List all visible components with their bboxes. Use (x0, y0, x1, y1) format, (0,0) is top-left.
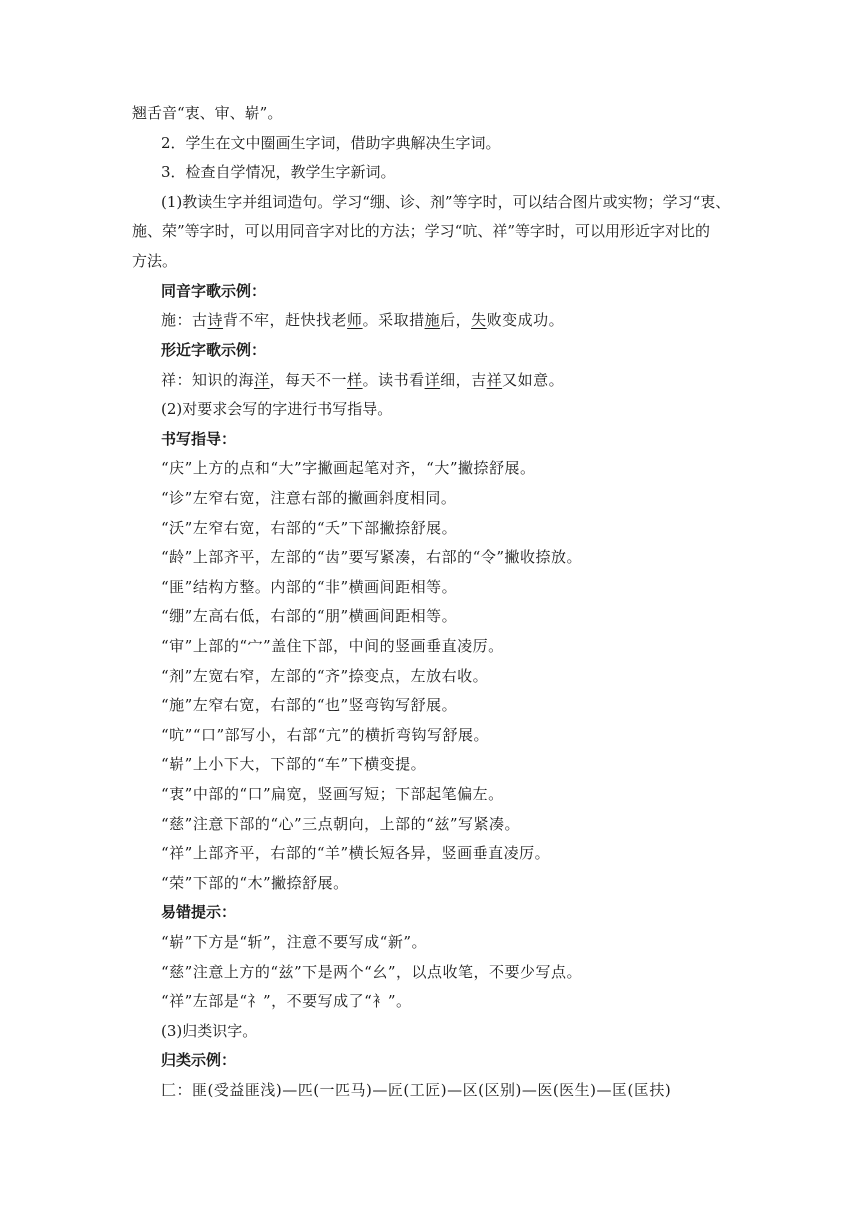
classify-intro: (3)归类识字。 (161, 1022, 258, 1040)
writing-intro: (2)对要求会写的字进行书写指导。 (161, 400, 393, 418)
underlined-char: 失 (471, 311, 487, 329)
writing-item: “诊”左窄右宽，注意右部的撇画斜度相同。 (161, 489, 457, 507)
writing-item: “剂”左宽右窄，左部的“齐”捺变点，左放右收。 (161, 667, 489, 685)
similar-heading: 形近字歌示例： (161, 341, 267, 359)
writing-item: “衷”中部的“口”扁宽，竖画写短；下部起笔偏左。 (161, 785, 504, 803)
paragraph-line: 施、荣”等字时，可以用同音字对比的方法；学习“吭、祥”等字时，可以用形近字对比的 (132, 222, 711, 240)
paragraph-line: 3．检查自学情况，教学生字新词。 (161, 163, 396, 181)
writing-item: “庆”上方的点和“大”字撇画起笔对齐，“大”撇捺舒展。 (161, 459, 536, 477)
paragraph-line: 2．学生在文中圈画生字词，借助字典解决生字词。 (161, 134, 501, 152)
writing-item: “吭”“口”部写小，右部“亢”的横折弯钩写舒展。 (161, 726, 490, 744)
underlined-char: 诗 (207, 311, 224, 329)
homophone-heading: 同音字歌示例： (161, 282, 267, 300)
similar-example: 祥：知识的海洋，每天不一样。读书看详细，吉祥又如意。 (161, 371, 565, 389)
writing-item: “绷”左高右低，右部的“朋”横画间距相等。 (161, 607, 458, 625)
writing-item: “荣”下部的“木”撇捺舒展。 (161, 874, 349, 892)
classify-heading: 归类示例： (161, 1051, 237, 1069)
underlined-char: 样 (347, 371, 363, 389)
error-item: “慈”注意上方的“兹”下是两个“幺”，以点收笔，不要少写点。 (161, 963, 583, 981)
writing-item: “崭”上小下大，下部的“车”下横变提。 (161, 755, 427, 773)
writing-item: “施”左窄右宽，右部的“也”竖弯钩写舒展。 (161, 696, 458, 714)
writing-item: “沃”左窄右宽，右部的“夭”下部撇捺舒展。 (161, 519, 458, 537)
underlined-char: 祥 (486, 371, 503, 389)
underlined-char: 详 (424, 371, 441, 389)
paragraph-line: (1)教读生字并组词造句。学习“绷、诊、剂”等字时，可以结合图片或实物；学习“衷、 (161, 193, 731, 211)
classify-example: 匚：匪(受益匪浅)—匹(一匹马)—匠(工匠)—区(区别)—医(医生)—匡(匡扶) (161, 1081, 672, 1099)
underlined-char: 洋 (254, 371, 270, 389)
underlined-char: 施 (424, 311, 441, 329)
error-heading: 易错提示： (161, 903, 237, 921)
underlined-char: 师 (347, 311, 363, 329)
writing-item: “匪”结构方整。内部的“非”横画间距相等。 (161, 578, 458, 596)
writing-heading: 书写指导： (161, 430, 237, 448)
writing-item: “审”上部的“宀”盖住下部，中间的竖画垂直凌厉。 (161, 637, 504, 655)
error-item: “崭”下方是“斩”，注意不要写成“新”。 (161, 933, 428, 951)
paragraph-line: 翘舌音“衷、审、崭”。 (132, 104, 283, 122)
homophone-example: 施：古诗背不牢，赶快找老师。采取措施后，失败变成功。 (161, 311, 565, 329)
paragraph-line: 方法。 (132, 252, 178, 270)
writing-item: “慈”注意下部的“心”三点朝向，上部的“兹”写紧凑。 (161, 815, 521, 833)
error-item: “祥”左部是“礻”，不要写成了“衤”。 (161, 992, 412, 1010)
writing-item: “龄”上部齐平，左部的“齿”要写紧凑，右部的“令”撇收捺放。 (161, 548, 583, 566)
writing-item: “祥”上部齐平，右部的“羊”横长短各异，竖画垂直凌厉。 (161, 844, 551, 862)
